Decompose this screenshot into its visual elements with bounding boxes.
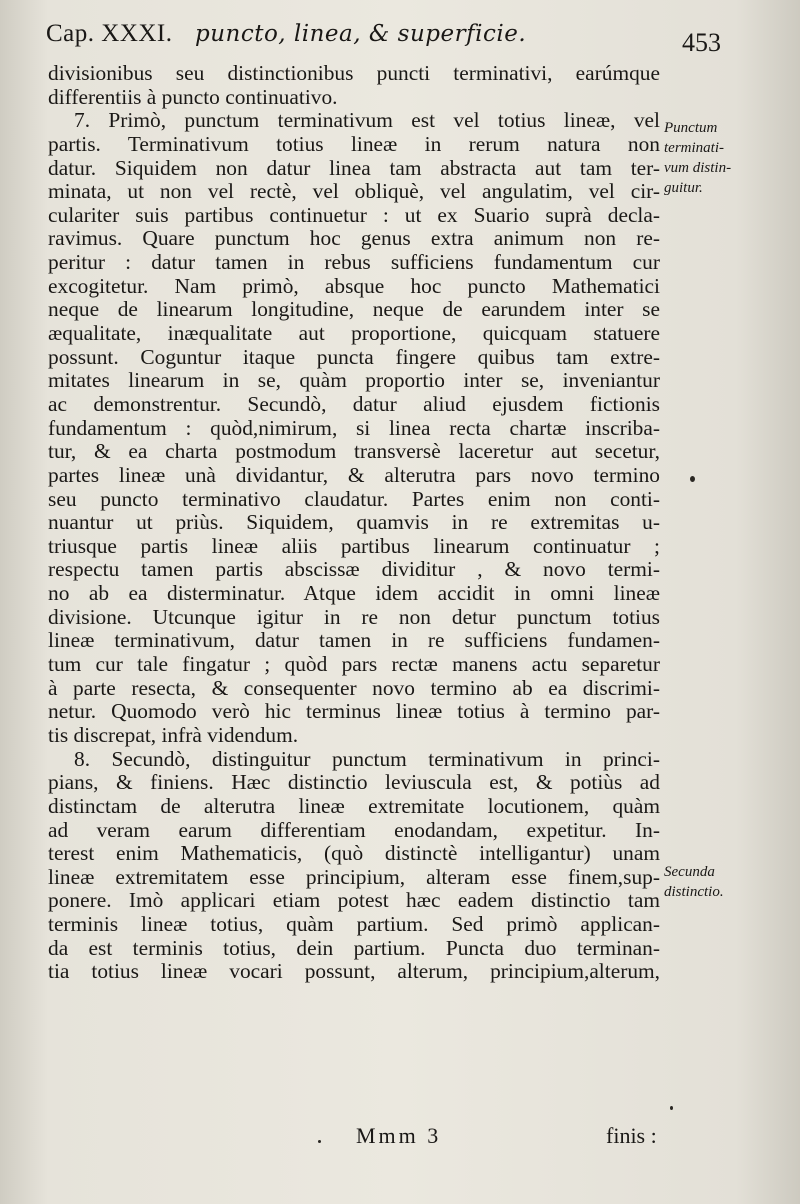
chapter-label: Cap. XXXI. [46, 20, 173, 47]
text-line: pians, & finiens. Hæc distinctio leviuscula est, & potiùs ad [48, 771, 660, 795]
text-line: minata, ut non vel rectè, vel obliquè, vel angulatim, vel cir- [48, 180, 660, 204]
text-line: fundamentum : quòd,nimirum, si linea recta chartæ inscriba- [48, 416, 660, 440]
text-line: æqualitate, inæqualitate aut proportione, quicquam statuere [48, 322, 660, 346]
text-line: lineæ extremitatem esse principium, alteram esse finem,sup- [48, 865, 660, 889]
ink-speck [690, 476, 695, 482]
text-line: ravimus. Quare punctum hoc genus extra animum non re- [48, 227, 660, 251]
text-line: ad veram earum differentiam enodandam, expetitur. In- [48, 818, 660, 842]
margin-note-line: vum distin- [664, 160, 732, 176]
text-line: netur. Quomodo verò hic terminus lineæ totius à termino par- [48, 700, 660, 724]
text-line: distinctam de alterutra lineæ extremitate locutionem, quàm [48, 794, 660, 818]
text-line: terminis lineæ totius, quàm partium. Sed primò applican- [48, 913, 660, 937]
text-line: differentiis à puncto continuativo. [48, 85, 338, 109]
body-text [48, 62, 660, 984]
text-line: peritur : datur tamen in rebus sufficiens fundamentum cur [48, 251, 660, 275]
paragraph-7-start: 7. Primò, punctum terminativum est vel totius lineæ, vel [74, 109, 660, 133]
text-line: ac demonstrentur. Secundò, datur aliud ejusdem fictionis [48, 392, 660, 416]
margin-note-punctum [664, 118, 794, 198]
margin-note-secunda [664, 862, 794, 902]
text-line: culariter suis partibus continuetur : ut ex Suario suprà decla- [48, 203, 660, 227]
text-line: datur. Siquidem non datur linea tam abstracta aut tam ter- [48, 156, 660, 180]
text-line: da est terminis totius, dein partium. Puncta duo terminan- [48, 936, 660, 960]
margin-note-line: Secunda [664, 864, 715, 880]
text-line: tum cur tale fingatur ; quòd pars rectæ manens actu separetur [48, 653, 660, 677]
text-line: divisione. Utcunque igitur in re non detur punctum totius [48, 605, 660, 629]
paragraph-8-start: 8. Secundò, distinguitur punctum terminativum in princi- [74, 747, 660, 771]
ink-speck [318, 1140, 321, 1143]
text-line: partis. Terminativum totius lineæ in rerum natura non [48, 132, 660, 156]
margin-note-line: terminati- [664, 140, 724, 156]
text-line: tur, & ea charta postmodum transversè laceretur aut secetur, [48, 440, 660, 464]
margin-note-line: distinctio. [664, 884, 724, 900]
text-line: nuantur ut priùs. Siquidem, quamvis in re extremitas u- [48, 511, 660, 535]
text-line: excogitetur. Nam primò, absque hoc puncto Mathematici [48, 274, 660, 298]
catchword: finis : [606, 1123, 657, 1148]
running-title: puncto, linea, & superficie. [194, 21, 527, 47]
text-line: à parte resecta, & consequenter novo termino ab ea discrimi- [48, 676, 660, 700]
text-line: tia totius lineæ vocari possunt, alterum, principium,alterum, [48, 960, 660, 984]
ink-speck [670, 1106, 673, 1110]
text-line: terest enim Mathematicis, (quò distinctè intelligantur) unam [48, 842, 660, 866]
text-line: partes lineæ unà dividantur, & alterutra pars novo termino [48, 463, 660, 487]
text-line: ponere. Imò applicari etiam potest hæc eadem distinctio tam [48, 889, 660, 913]
page-number: 453 [682, 28, 721, 57]
text-line: no ab ea disterminatur. Atque idem accidit in omni lineæ [48, 582, 660, 606]
text-line: possunt. Coguntur itaque puncta fingere quibus tam extre- [48, 345, 660, 369]
text-line: triusque partis lineæ aliis partibus linearum continuatur ; [48, 534, 660, 558]
text-line: neque de linearum longitudine, neque de earundem inter se [48, 298, 660, 322]
margin-note-line: guitur. [664, 180, 703, 196]
text-line: divisionibus seu distinctionibus puncti terminativi, earúmque [48, 62, 660, 85]
text-line: mitates linearum in se, quàm proportio inter se, inveniantur [48, 369, 660, 393]
margin-note-line: Punctum [664, 120, 718, 136]
text-line: respectu tamen partis abscissæ dividitur , & novo termi- [48, 558, 660, 582]
text-line: tis discrepat, infrà videndum. [48, 723, 299, 747]
signature-mark: Mmm 3 [356, 1123, 442, 1148]
text-line: lineæ terminativum, datur tamen in re sufficiens fundamen- [48, 629, 660, 653]
running-header [46, 18, 526, 48]
text-line: seu puncto terminativo claudatur. Partes enim non conti- [48, 487, 660, 511]
